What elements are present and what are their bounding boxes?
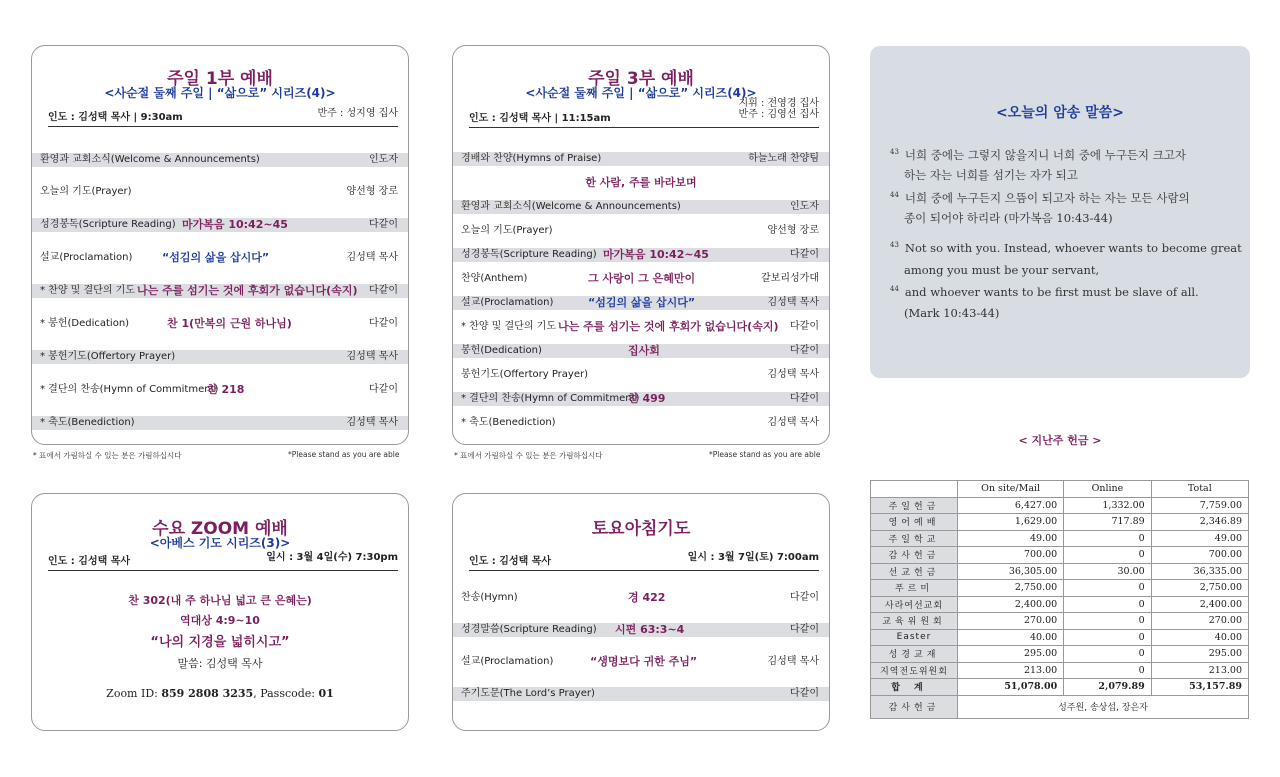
offering-amount: 700.00 xyxy=(1151,547,1248,564)
service3-conductor: 지휘 : 전영경 집사 xyxy=(738,98,819,109)
offering-category: 주일헌금 xyxy=(871,497,958,514)
wednesday-title: 수요 ZOOM 예배 xyxy=(152,519,288,539)
row-who: 김성택 목사 xyxy=(346,417,398,428)
offering-amount: 0 xyxy=(1064,613,1152,630)
offering-amount: 295.00 xyxy=(958,646,1064,663)
service3-title: 주일 3부 예배 xyxy=(588,69,694,89)
offering-category: 성경교재 xyxy=(871,646,958,663)
saturday-date: 일시 : 3월 7일(토) 7:00am xyxy=(687,552,819,563)
offering-amount: 36,305.00 xyxy=(958,563,1064,580)
table-row xyxy=(32,185,408,199)
verse-ko-1a xyxy=(890,147,1186,163)
wednesday-date: 일시 : 3월 4일(수) 7:30pm xyxy=(266,552,398,563)
offering-title: < 지난주 헌금 > xyxy=(1018,434,1102,447)
verse-en-2a xyxy=(890,285,1199,299)
row-label: 봉헌(Dedication) xyxy=(461,345,542,356)
row-mid: “생명보다 귀한 주님” xyxy=(590,655,698,668)
wednesday-card xyxy=(31,493,409,731)
offering-amount: 30.00 xyxy=(1064,563,1152,580)
row-label: * 결단의 찬송(Hymn of Commitment) xyxy=(461,393,640,404)
verse-en-1a-text: Not so with you. Instead, whoever wants to become great xyxy=(904,241,1242,255)
table-row xyxy=(32,251,408,265)
table-row xyxy=(453,368,829,382)
row-label: 오늘의 기도(Prayer) xyxy=(40,186,132,197)
row-label: * 축도(Benediction) xyxy=(461,417,556,428)
row-who: 다같이 xyxy=(369,318,398,329)
offering-row xyxy=(871,596,1249,613)
table-row xyxy=(32,317,408,331)
verse-en-ref: (Mark 10:43-44) xyxy=(904,306,1000,320)
row-mid: 마가복음 10:42~45 xyxy=(182,218,288,231)
table-row xyxy=(453,392,829,406)
offering-amount: 1,629.00 xyxy=(958,514,1064,531)
table-row xyxy=(453,655,829,669)
wednesday-scripture: 역대상 4:9~10 xyxy=(180,614,260,627)
offering-row xyxy=(871,580,1249,597)
wednesday-hymn: 찬 302(내 주 하나님 넓고 큰 은혜는) xyxy=(128,594,312,607)
offering-amount: 6,427.00 xyxy=(958,497,1064,514)
row-who: 인도자 xyxy=(369,154,398,165)
service3-leader: 인도 : 김성택 목사 | 11:15am xyxy=(469,113,611,124)
row-who: 양선형 장로 xyxy=(767,225,819,236)
row-label: 환영과 교회소식(Welcome & Announcements) xyxy=(40,154,260,165)
table-row xyxy=(32,284,408,298)
wednesday-sermon: “나의 지경을 넓히시고” xyxy=(150,635,290,650)
offering-amount: 40.00 xyxy=(958,629,1064,646)
table-row xyxy=(453,152,829,166)
offering-amount: 1,332.00 xyxy=(1064,497,1152,514)
table-row xyxy=(453,272,829,286)
table-row xyxy=(453,224,829,238)
row-label: 설교(Proclamation) xyxy=(40,252,133,263)
offering-row xyxy=(871,530,1249,547)
row-who: 인도자 xyxy=(790,201,819,212)
offering-total-row xyxy=(871,679,1249,696)
verse-en-1b: among you must be your servant, xyxy=(904,263,1100,277)
offering-header-total: Total xyxy=(1151,481,1248,498)
table-row xyxy=(453,320,829,334)
table-row xyxy=(32,218,408,232)
row-label: 설교(Proclamation) xyxy=(461,297,554,308)
row-who: 김성택 목사 xyxy=(767,297,819,308)
row-mid: 한 사람, 주를 바라보며 xyxy=(585,176,697,189)
row-mid: “섬김의 삶을 삽시다” xyxy=(588,296,696,309)
offering-category: 지역전도위원회 xyxy=(871,662,958,679)
wednesday-preacher: 말씀: 김성택 목사 xyxy=(177,657,263,670)
service3-card xyxy=(452,45,830,445)
offering-category: 선교헌금 xyxy=(871,563,958,580)
offering-amount: 7,759.00 xyxy=(1151,497,1248,514)
zoom-id: 859 2808 3235 xyxy=(161,687,254,700)
table-row xyxy=(32,153,408,167)
row-label: 설교(Proclamation) xyxy=(461,656,554,667)
wednesday-subtitle: <아베스 기도 시리즈(3)> xyxy=(149,536,291,550)
offering-thanks-row xyxy=(871,695,1249,718)
offering-header-onsite: On site/Mail xyxy=(958,481,1064,498)
wednesday-zoom-line xyxy=(32,687,408,700)
offering-total-amount: 2,079.89 xyxy=(1064,679,1152,696)
offering-amount: 0 xyxy=(1064,547,1152,564)
service1-note-right: *Please stand as you are able xyxy=(288,450,400,459)
row-mid: 마가복음 10:42~45 xyxy=(603,248,709,261)
table-row xyxy=(453,248,829,262)
service3-staff xyxy=(738,98,819,120)
offering-amount: 2,750.00 xyxy=(958,580,1064,597)
offering-category: Easter xyxy=(871,629,958,646)
offering-row xyxy=(871,563,1249,580)
verse-en-2a-text: and whoever wants to be first must be slave of all. xyxy=(904,285,1199,299)
row-mid: 찬 218 xyxy=(207,383,245,396)
offering-amount: 270.00 xyxy=(1151,613,1248,630)
offering-amount: 717.89 xyxy=(1064,514,1152,531)
verse-ko-2b: 종이 되어야 하리라 (마가복음 10:43-44) xyxy=(904,211,1113,225)
verse-ko-1-number: 43 xyxy=(890,148,899,157)
zoom-id-label: Zoom ID: xyxy=(106,687,158,700)
offering-amount: 2,750.00 xyxy=(1151,580,1248,597)
saturday-card xyxy=(452,493,830,731)
table-row xyxy=(453,623,829,637)
row-mid: 찬 499 xyxy=(628,392,666,405)
offering-table xyxy=(870,480,1249,719)
service1-accompanist: 반주 : 성지영 집사 xyxy=(317,108,398,119)
verse-ko-2-number: 44 xyxy=(890,191,899,200)
offering-amount: 49.00 xyxy=(1151,530,1248,547)
offering-amount: 700.00 xyxy=(958,547,1064,564)
service1-subtitle: <사순절 둘째 주일 | “삶으로” 시리즈(4)> xyxy=(104,86,336,100)
row-label: * 봉헌기도(Offertory Prayer) xyxy=(40,351,176,362)
row-label: * 봉헌(Dedication) xyxy=(40,318,130,329)
row-who: 하늘노래 찬양팀 xyxy=(748,153,819,164)
offering-category: 감사헌금 xyxy=(871,547,958,564)
row-who: 다같이 xyxy=(790,345,819,356)
row-mid: 집사회 xyxy=(628,344,660,357)
row-label: 봉헌기도(Offertory Prayer) xyxy=(461,369,588,380)
offering-amount: 0 xyxy=(1064,596,1152,613)
table-row xyxy=(453,687,829,701)
offering-total-amount: 53,157.89 xyxy=(1151,679,1248,696)
offering-row xyxy=(871,646,1249,663)
row-who: 김성택 목사 xyxy=(346,252,398,263)
wednesday-leader: 인도 : 김성택 목사 xyxy=(48,556,131,567)
service1-card xyxy=(31,45,409,445)
offering-category: 영어예배 xyxy=(871,514,958,531)
offering-row xyxy=(871,613,1249,630)
row-who: 다같이 xyxy=(790,624,819,635)
row-mid: 경 422 xyxy=(628,591,666,604)
offering-total-amount: 51,078.00 xyxy=(958,679,1064,696)
offering-amount: 0 xyxy=(1064,646,1152,663)
offering-amount: 0 xyxy=(1064,530,1152,547)
row-who: 김성택 목사 xyxy=(346,351,398,362)
offering-amount: 0 xyxy=(1064,580,1152,597)
table-row xyxy=(453,296,829,310)
service1-note-left: * 표에서 가림하실 수 있는 분은 가림하십시다 xyxy=(33,451,182,460)
row-mid: 그 사랑이 그 은혜만이 xyxy=(588,272,696,285)
offering-total-label: 합계 xyxy=(871,679,958,696)
row-label: * 결단의 찬송(Hymn of Commitment) xyxy=(40,384,219,395)
row-who: 다같이 xyxy=(369,384,398,395)
offering-header-blank xyxy=(871,481,958,498)
row-who: 다같이 xyxy=(790,321,819,332)
service1-leader-line xyxy=(48,108,398,127)
table-row xyxy=(453,416,829,430)
saturday-title: 토요아침기도 xyxy=(591,519,691,539)
service3-leader-line xyxy=(469,98,819,128)
offering-thanks-names: 성주원, 송상섭, 장은자 xyxy=(958,695,1249,718)
row-mid: 찬 1(만복의 근원 하나님) xyxy=(167,317,292,330)
offering-amount: 213.00 xyxy=(1151,662,1248,679)
row-mid: 나는 주를 섬기는 것에 후회가 없습니다(속지) xyxy=(137,284,358,297)
offering-row xyxy=(871,514,1249,531)
verse-en-1-number: 43 xyxy=(890,241,899,250)
offering-row xyxy=(871,629,1249,646)
row-who: 갈보리성가대 xyxy=(761,273,819,284)
offering-amount: 40.00 xyxy=(1151,629,1248,646)
service3-subtitle: <사순절 둘째 주일 | “삶으로” 시리즈(4)> xyxy=(525,86,757,100)
wednesday-leader-line xyxy=(48,552,398,571)
row-label: * 찬양 및 결단의 기도 xyxy=(40,285,135,296)
offering-category: 주일학교 xyxy=(871,530,958,547)
offering-category: 사라여선교회 xyxy=(871,596,958,613)
row-who: 다같이 xyxy=(790,249,819,260)
offering-amount: 295.00 xyxy=(1151,646,1248,663)
offering-category: 교육위원회 xyxy=(871,613,958,630)
offering-amount: 49.00 xyxy=(958,530,1064,547)
offering-amount: 0 xyxy=(1064,629,1152,646)
zoom-passcode: 01 xyxy=(318,687,334,700)
offering-row xyxy=(871,547,1249,564)
row-who: 다같이 xyxy=(790,393,819,404)
row-who: 김성택 목사 xyxy=(767,656,819,667)
row-who: 다같이 xyxy=(790,592,819,603)
row-label: 환영과 교회소식(Welcome & Announcements) xyxy=(461,201,681,212)
service1-title: 주일 1부 예배 xyxy=(167,69,273,89)
service3-note-left: * 표에서 가림하실 수 있는 분은 가림하십시다 xyxy=(454,451,603,460)
offering-thanks-label: 감사헌금 xyxy=(871,695,958,718)
row-label: 주기도문(The Lord’s Prayer) xyxy=(461,688,595,699)
row-mid: 나는 주를 섬기는 것에 후회가 없습니다(속지) xyxy=(558,320,779,333)
row-who: 다같이 xyxy=(369,285,398,296)
table-row xyxy=(32,383,408,397)
saturday-leader: 인도 : 김성택 목사 xyxy=(469,556,552,567)
offering-amount: 2,400.00 xyxy=(1151,596,1248,613)
row-label: 찬송(Hymn) xyxy=(461,592,518,603)
offering-row xyxy=(871,662,1249,679)
table-row xyxy=(32,416,408,430)
service3-accompanist: 반주 : 김영선 집사 xyxy=(738,109,819,120)
verse-ko-1b: 하는 자는 너희를 섬기는 자가 되고 xyxy=(904,168,1078,182)
row-who: 다같이 xyxy=(790,688,819,699)
offering-header-online: Online xyxy=(1064,481,1152,498)
table-row xyxy=(453,344,829,358)
table-row xyxy=(453,176,829,190)
offering-header-row xyxy=(871,481,1249,498)
row-label: * 축도(Benediction) xyxy=(40,417,135,428)
table-row xyxy=(32,350,408,364)
table-row xyxy=(453,200,829,214)
memory-verse-box xyxy=(870,46,1250,378)
zoom-passcode-label: , Passcode: xyxy=(253,687,316,700)
saturday-leader-line xyxy=(469,552,819,571)
row-who: 김성택 목사 xyxy=(767,417,819,428)
row-who: 김성택 목사 xyxy=(767,369,819,380)
offering-category: 푸르미 xyxy=(871,580,958,597)
offering-amount: 213.00 xyxy=(958,662,1064,679)
offering-amount: 2,400.00 xyxy=(958,596,1064,613)
row-label: 성경봉독(Scripture Reading) xyxy=(40,219,176,230)
verse-ko-1a-text: 너희 중에는 그렇지 않을지니 너희 중에 누구든지 크고자 xyxy=(904,148,1187,162)
row-who: 다같이 xyxy=(369,219,398,230)
offering-amount: 2,346.89 xyxy=(1151,514,1248,531)
row-label: 성경봉독(Scripture Reading) xyxy=(461,249,597,260)
row-mid: 시편 63:3~4 xyxy=(615,623,685,636)
memory-verse-title: <오늘의 암송 말씀> xyxy=(996,105,1124,121)
table-row xyxy=(453,591,829,605)
offering-row xyxy=(871,497,1249,514)
verse-en-1a xyxy=(890,241,1242,255)
offering-amount: 36,335.00 xyxy=(1151,563,1248,580)
verse-ko-2a-text: 너희 중에 누구든지 으뜸이 되고자 하는 자는 모든 사람의 xyxy=(904,191,1190,205)
row-label: 경배와 찬양(Hymns of Praise) xyxy=(461,153,602,164)
verse-ko-2a xyxy=(890,190,1190,206)
service3-note-right: *Please stand as you are able xyxy=(709,450,821,459)
verse-en-2-number: 44 xyxy=(890,285,899,294)
row-label: 오늘의 기도(Prayer) xyxy=(461,225,553,236)
offering-amount: 0 xyxy=(1064,662,1152,679)
row-label: 성경말씀(Scripture Reading) xyxy=(461,624,597,635)
row-who: 양선형 장로 xyxy=(346,186,398,197)
row-label: 찬양(Anthem) xyxy=(461,273,528,284)
row-mid: “섬김의 삶을 삽시다” xyxy=(162,251,270,264)
offering-amount: 270.00 xyxy=(958,613,1064,630)
service1-leader: 인도 : 김성택 목사 | 9:30am xyxy=(48,112,183,123)
row-label: * 찬양 및 결단의 기도 xyxy=(461,321,556,332)
